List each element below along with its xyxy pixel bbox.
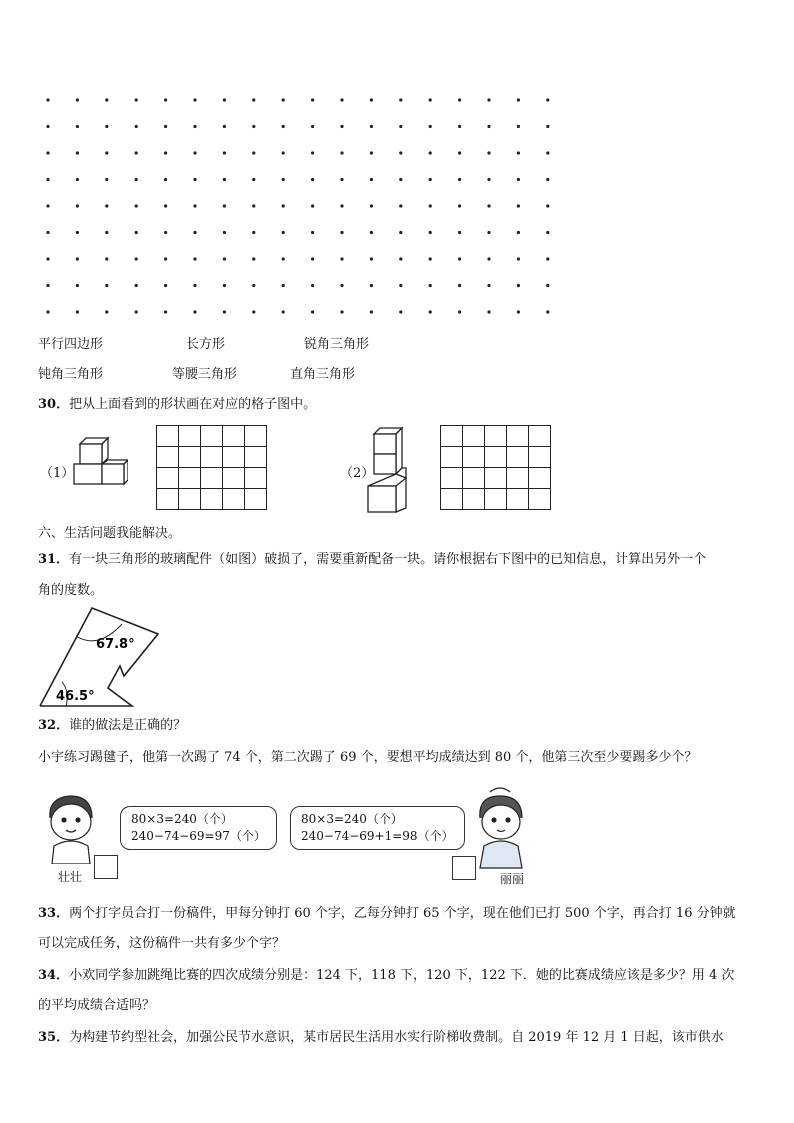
- section-heading: 六、生活问题我能解决。: [38, 526, 182, 541]
- grid-dot: [399, 204, 402, 207]
- question-32: [38, 716, 186, 736]
- grid-dot: [193, 98, 196, 101]
- grid-dot: [311, 310, 314, 313]
- grid-dot: [370, 178, 373, 181]
- angle-bottom-label: 46.5°: [56, 689, 95, 704]
- grid-dot: [311, 125, 314, 128]
- answer-grid-1: [156, 425, 267, 510]
- grid-dot: [76, 204, 79, 207]
- grid-dot: [399, 310, 402, 313]
- question-33: [38, 904, 768, 924]
- question-35: [38, 1028, 768, 1048]
- grid-dot: [193, 151, 196, 154]
- girl-line-1: 80×3=240（个）: [301, 812, 403, 826]
- grid-dot: [311, 257, 314, 260]
- grid-dot: [458, 178, 461, 181]
- grid-dot: [458, 98, 461, 101]
- grid-dot: [517, 284, 520, 287]
- question-32-problem: 小宇练习踢毽子，他第一次踢了 74 个，第二次踢了 69 个，要想平均成绩达到 80 个，他第三次至少要踢多少个？: [38, 750, 698, 765]
- grid-dot: [46, 151, 49, 154]
- girl-name: 丽丽: [500, 872, 525, 886]
- grid-dot: [546, 125, 549, 128]
- girl-line-2: 240−74−69+1=98（个）: [301, 829, 454, 843]
- grid-dot: [193, 310, 196, 313]
- grid-dot: [76, 310, 79, 313]
- grid-dot: [282, 125, 285, 128]
- shape-label-acute-triangle: 锐角三角形: [304, 337, 370, 352]
- grid-dot: [282, 204, 285, 207]
- grid-dot: [340, 204, 343, 207]
- broken-triangle-figure: [36, 604, 166, 710]
- shape-label-parallelogram: 平行四边形: [38, 337, 104, 352]
- grid-dot: [223, 178, 226, 181]
- grid-dot: [76, 231, 79, 234]
- grid-dot: [517, 310, 520, 313]
- grid-dot: [105, 257, 108, 260]
- boy-line-2: 240−74−69=97（个）: [131, 829, 266, 843]
- grid-dot: [429, 257, 432, 260]
- grid-dot: [340, 98, 343, 101]
- grid-dot: [340, 125, 343, 128]
- grid-dot: [164, 125, 167, 128]
- grid-dot: [399, 178, 402, 181]
- question-34-line2: 的平均成绩合适吗？: [38, 998, 156, 1013]
- grid-dot: [282, 178, 285, 181]
- grid-dot: [546, 151, 549, 154]
- grid-dot: [546, 231, 549, 234]
- grid-dot: [282, 231, 285, 234]
- grid-dot: [282, 98, 285, 101]
- grid-dot: [76, 257, 79, 260]
- question-31: [38, 550, 768, 570]
- question-text: 谁的做法是正确的？: [69, 718, 187, 733]
- grid-dot: [105, 204, 108, 207]
- grid-dot: [223, 204, 226, 207]
- grid-dot: [311, 178, 314, 181]
- grid-dot: [458, 151, 461, 154]
- grid-dot: [487, 98, 490, 101]
- grid-dot: [223, 310, 226, 313]
- grid-dot: [370, 284, 373, 287]
- grid-dot: [370, 98, 373, 101]
- angle-top-label: 67.8°: [96, 637, 135, 652]
- grid-dot: [546, 284, 549, 287]
- grid-dot: [429, 284, 432, 287]
- grid-dot: [311, 231, 314, 234]
- cube-stack-figure-1: [72, 436, 128, 502]
- grid-dot: [282, 151, 285, 154]
- grid-dot: [487, 178, 490, 181]
- grid-dot: [76, 125, 79, 128]
- grid-dot: [399, 151, 402, 154]
- grid-dot: [135, 310, 138, 313]
- grid-dot: [46, 178, 49, 181]
- dot-grid: [40, 92, 560, 322]
- grid-dot: [546, 98, 549, 101]
- grid-dot: [223, 231, 226, 234]
- grid-dot: [164, 204, 167, 207]
- grid-dot: [76, 178, 79, 181]
- grid-dot: [105, 310, 108, 313]
- grid-dot: [340, 151, 343, 154]
- boy-avatar: [40, 790, 102, 864]
- question-33-line2: 可以完成任务，这份稿件一共有多少个字？: [38, 936, 286, 951]
- grid-dot: [252, 178, 255, 181]
- question-text: 有一块三角形的玻璃配件（如图）破损了，需要重新配备一块。请你根据右下图中的已知信息，计算出另外一个: [69, 552, 707, 567]
- grid-dot: [429, 231, 432, 234]
- question-number: 33．: [38, 906, 70, 921]
- grid-dot: [46, 284, 49, 287]
- figure-1-label: （1）: [40, 466, 75, 481]
- grid-dot: [429, 125, 432, 128]
- grid-dot: [429, 310, 432, 313]
- shape-label-isosceles-triangle: 等腰三角形: [172, 367, 238, 382]
- boy-answer-box[interactable]: [94, 855, 118, 879]
- grid-dot: [193, 257, 196, 260]
- grid-dot: [458, 204, 461, 207]
- grid-dot: [517, 204, 520, 207]
- grid-dot: [311, 284, 314, 287]
- grid-dot: [546, 178, 549, 181]
- grid-dot: [429, 98, 432, 101]
- grid-dot: [399, 257, 402, 260]
- grid-dot: [135, 178, 138, 181]
- grid-dot: [76, 284, 79, 287]
- grid-dot: [429, 178, 432, 181]
- grid-dot: [458, 310, 461, 313]
- grid-dot: [517, 178, 520, 181]
- grid-dot: [223, 98, 226, 101]
- grid-dot: [487, 125, 490, 128]
- grid-dot: [487, 284, 490, 287]
- grid-dot: [164, 310, 167, 313]
- grid-dot: [193, 204, 196, 207]
- grid-dot: [105, 125, 108, 128]
- question-text: 两个打字员合打一份稿件，甲每分钟打 60 个字，乙每分钟打 65 个字，现在他们已打 500 个字，再合打 16 分钟就: [69, 906, 736, 921]
- grid-dot: [135, 125, 138, 128]
- girl-avatar: [470, 784, 532, 874]
- grid-dot: [340, 310, 343, 313]
- grid-dot: [252, 284, 255, 287]
- question-text: 小欢同学参加跳绳比赛的四次成绩分别是：124 下，118 下，120 下，122 下．她的比赛成绩应该是多少？用 4 次: [69, 968, 735, 983]
- grid-dot: [282, 310, 285, 313]
- grid-dot: [76, 151, 79, 154]
- boy-name: 壮壮: [58, 870, 83, 884]
- grid-dot: [164, 284, 167, 287]
- grid-dot: [193, 284, 196, 287]
- grid-dot: [517, 257, 520, 260]
- grid-dot: [164, 151, 167, 154]
- grid-dot: [46, 310, 49, 313]
- grid-dot: [252, 231, 255, 234]
- grid-dot: [487, 151, 490, 154]
- grid-dot: [458, 257, 461, 260]
- grid-dot: [458, 231, 461, 234]
- grid-dot: [46, 257, 49, 260]
- grid-dot: [193, 125, 196, 128]
- grid-dot: [105, 231, 108, 234]
- boy-line-1: 80×3=240（个）: [131, 812, 233, 826]
- grid-dot: [399, 125, 402, 128]
- grid-dot: [487, 257, 490, 260]
- cube-stack-figure-2: [366, 426, 412, 514]
- grid-dot: [135, 204, 138, 207]
- grid-dot: [340, 284, 343, 287]
- question-number: 31．: [38, 552, 70, 567]
- grid-dot: [546, 310, 549, 313]
- grid-dot: [135, 257, 138, 260]
- grid-dot: [370, 125, 373, 128]
- grid-dot: [517, 125, 520, 128]
- grid-dot: [76, 98, 79, 101]
- grid-dot: [135, 151, 138, 154]
- grid-dot: [399, 231, 402, 234]
- grid-dot: [193, 178, 196, 181]
- grid-dot: [399, 98, 402, 101]
- grid-dot: [105, 284, 108, 287]
- grid-dot: [487, 231, 490, 234]
- grid-dot: [193, 231, 196, 234]
- grid-dot: [164, 178, 167, 181]
- grid-dot: [135, 284, 138, 287]
- grid-dot: [252, 310, 255, 313]
- grid-dot: [429, 151, 432, 154]
- grid-dot: [223, 125, 226, 128]
- grid-dot: [311, 151, 314, 154]
- grid-dot: [46, 231, 49, 234]
- grid-dot: [487, 204, 490, 207]
- grid-dot: [252, 204, 255, 207]
- grid-dot: [223, 284, 226, 287]
- grid-dot: [340, 178, 343, 181]
- grid-dot: [340, 257, 343, 260]
- grid-dot: [517, 151, 520, 154]
- grid-dot: [105, 98, 108, 101]
- grid-dot: [282, 284, 285, 287]
- grid-dot: [370, 151, 373, 154]
- shape-label-obtuse-triangle: 钝角三角形: [38, 367, 104, 382]
- grid-dot: [458, 125, 461, 128]
- shape-label-rectangle: 长方形: [186, 337, 226, 352]
- grid-dot: [546, 204, 549, 207]
- grid-dot: [46, 98, 49, 101]
- grid-dot: [311, 98, 314, 101]
- girl-speech-bubble: [290, 806, 465, 850]
- grid-dot: [370, 204, 373, 207]
- grid-dot: [105, 151, 108, 154]
- grid-dot: [252, 151, 255, 154]
- question-text: 为构建节约型社会，加强公民节水意识，某市居民生活用水实行阶梯收费制。自 2019 年 12 月 1 日起，该市供水: [69, 1030, 724, 1045]
- grid-dot: [517, 231, 520, 234]
- grid-dot: [164, 231, 167, 234]
- grid-dot: [340, 231, 343, 234]
- grid-dot: [370, 231, 373, 234]
- grid-dot: [370, 310, 373, 313]
- grid-dot: [223, 257, 226, 260]
- grid-dot: [399, 284, 402, 287]
- question-number: 30．: [38, 397, 70, 412]
- question-number: 34．: [38, 968, 70, 983]
- grid-dot: [252, 257, 255, 260]
- grid-dot: [135, 231, 138, 234]
- grid-dot: [252, 98, 255, 101]
- grid-dot: [517, 98, 520, 101]
- figure-2-label: （2）: [340, 466, 375, 481]
- question-31-line2: 角的度数。: [38, 583, 104, 598]
- grid-dot: [282, 257, 285, 260]
- question-number: 35．: [38, 1030, 70, 1045]
- grid-dot: [546, 257, 549, 260]
- boy-speech-bubble: [120, 806, 277, 850]
- grid-dot: [458, 284, 461, 287]
- grid-dot: [311, 204, 314, 207]
- shape-label-right-triangle: 直角三角形: [290, 367, 356, 382]
- grid-dot: [164, 257, 167, 260]
- grid-dot: [164, 98, 167, 101]
- grid-dot: [223, 151, 226, 154]
- girl-answer-box[interactable]: [452, 856, 476, 880]
- question-number: 32．: [38, 718, 70, 733]
- question-text: 把从上面看到的形状画在对应的格子图中。: [69, 397, 317, 412]
- question-30: [38, 395, 316, 415]
- grid-dot: [370, 257, 373, 260]
- question-34: [38, 966, 768, 986]
- grid-dot: [487, 310, 490, 313]
- grid-dot: [135, 98, 138, 101]
- grid-dot: [429, 204, 432, 207]
- grid-dot: [46, 125, 49, 128]
- grid-dot: [252, 125, 255, 128]
- grid-dot: [105, 178, 108, 181]
- answer-grid-2: [440, 425, 551, 510]
- grid-dot: [46, 204, 49, 207]
